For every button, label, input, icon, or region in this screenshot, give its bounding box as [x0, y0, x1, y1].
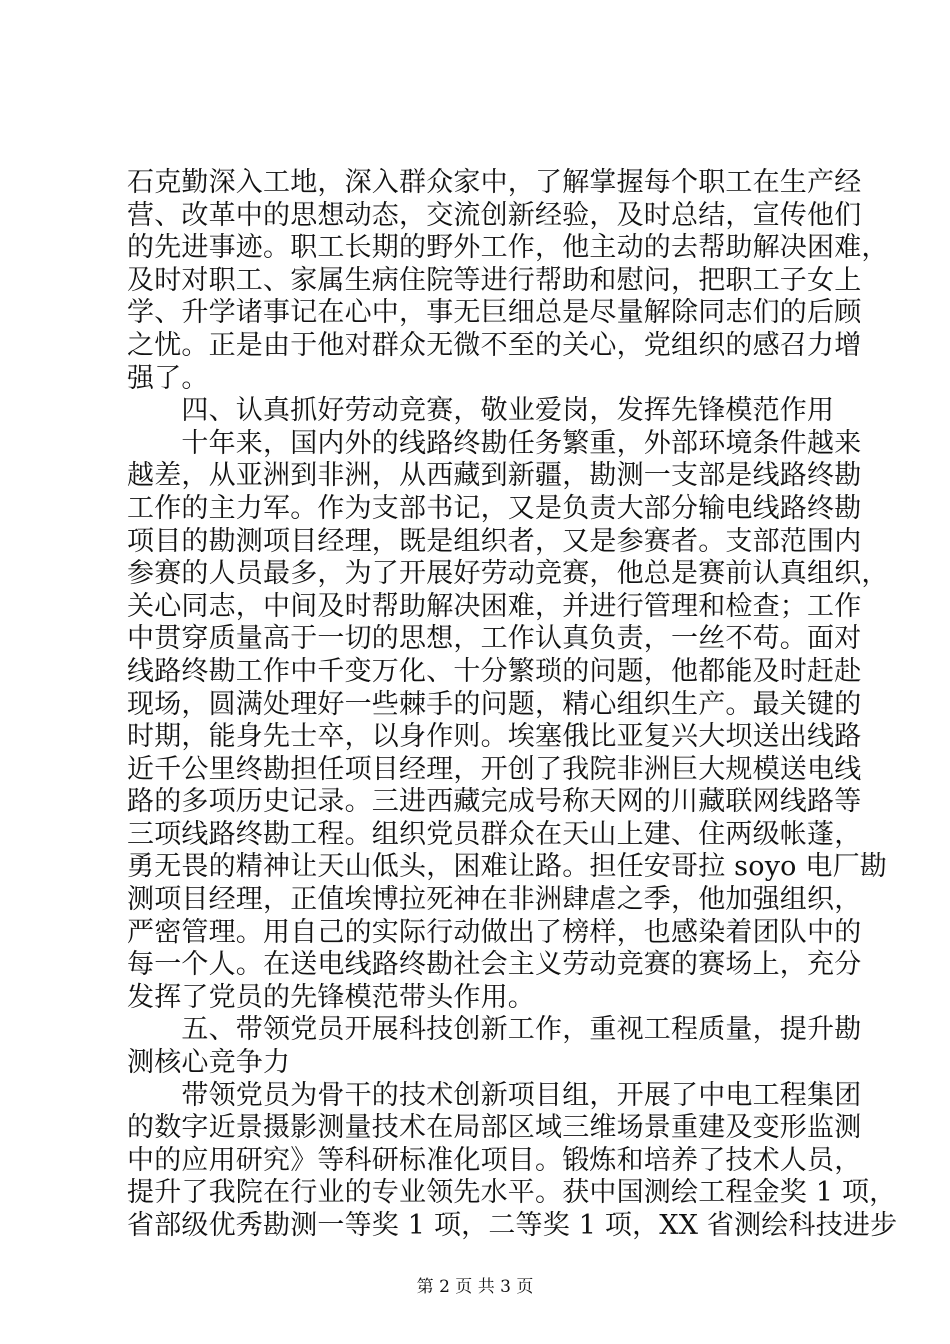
text-line: 时期，能身先士卒，以身作则。埃塞俄比亚复兴大坝送出线路: [127, 721, 862, 753]
text-line: 严密管理。用自己的实际行动做出了榜样，也感染着团队中的: [127, 916, 862, 948]
text-line: 测项目经理，正值埃博拉死神在非洲肆虐之季，他加强组织，: [127, 884, 862, 916]
text-line: 每一个人。在送电线路终勘社会主义劳动竞赛的赛场上，充分: [127, 949, 862, 981]
text-line: 线路终勘工作中千变万化、十分繁琐的问题，他都能及时赶赴: [127, 655, 862, 687]
text-line: 的先进事迹。职工长期的野外工作，他主动的去帮助解决困难，: [127, 232, 889, 264]
text-line: 近千公里终勘担任项目经理，开创了我院非洲巨大规模送电线: [127, 753, 862, 785]
text-line: 省部级优秀勘测一等奖 1 项，二等奖 1 项，XX 省测绘科技进步: [127, 1210, 898, 1241]
text-line: 及时对职工、家属生病住院等进行帮助和慰问，把职工子女上: [127, 264, 862, 296]
page-footer: 第 2 页 共 3 页: [416, 1277, 534, 1297]
text-line: 学、升学诸事记在心中，事无巨细总是尽量解除同志们的后顾: [127, 297, 862, 329]
text-line: 十年来，国内外的线路终勘任务繁重，外部环境条件越来: [127, 427, 862, 459]
text-line: 提升了我院在行业的专业领先水平。获中国测绘工程金奖 1 项，: [127, 1177, 897, 1209]
text-line: 参赛的人员最多，为了开展好劳动竞赛，他总是赛前认真组织，: [127, 558, 889, 590]
text-line: 之忧。正是由于他对群众无微不至的关心，党组织的感召力增: [127, 329, 862, 361]
text-line: 四、认真抓好劳动竞赛，敬业爱岗，发挥先锋模范作用: [127, 395, 835, 427]
text-line: 越差，从亚洲到非洲，从西藏到新疆，勘测一支部是线路终勘: [127, 460, 862, 492]
text-line: 工作的主力军。作为支部书记，又是负责大部分输电线路终勘: [127, 492, 862, 524]
text-line: 营、改革中的思想动态，交流创新经验，及时总结，宣传他们: [127, 199, 862, 231]
text-line: 测核心竞争力: [127, 1047, 291, 1079]
text-line: 强了。: [127, 362, 209, 394]
text-line: 中的应用研究》等科研标准化项目。锻炼和培养了技术人员，: [127, 1144, 862, 1176]
text-line: 项目的勘测项目经理，既是组织者，又是参赛者。支部范围内: [127, 525, 862, 557]
text-line: 发挥了党员的先锋模范带头作用。: [127, 981, 535, 1013]
text-line: 路的多项历史记录。三进西藏完成号称天网的川藏联网线路等: [127, 786, 862, 818]
text-line: 勇无畏的精神让天山低头，困难让路。担任安哥拉 soyo 电厂勘: [127, 851, 887, 883]
document-body: [127, 167, 898, 1243]
text-line: 五、带领党员开展科技创新工作，重视工程质量，提升勘: [127, 1014, 862, 1046]
text-line: 现场，圆满处理好一些棘手的问题，精心组织生产。最关键的: [127, 688, 862, 720]
text-line: 石克勤深入工地，深入群众家中，了解掌握每个职工在生产经: [127, 167, 862, 198]
text-line: 中贯穿质量高于一切的思想，工作认真负责，一丝不苟。面对: [127, 623, 862, 655]
text-line: 的数字近景摄影测量技术在局部区域三维场景重建及变形监测: [127, 1112, 862, 1144]
text-line: 关心同志，中间及时帮助解决困难，并进行管理和检查；工作: [127, 590, 862, 622]
text-line: 三项线路终勘工程。组织党员群众在天山上建、住两级帐蓬，: [127, 818, 862, 850]
text-line: 带领党员为骨干的技术创新项目组，开展了中电工程集团: [127, 1079, 862, 1111]
